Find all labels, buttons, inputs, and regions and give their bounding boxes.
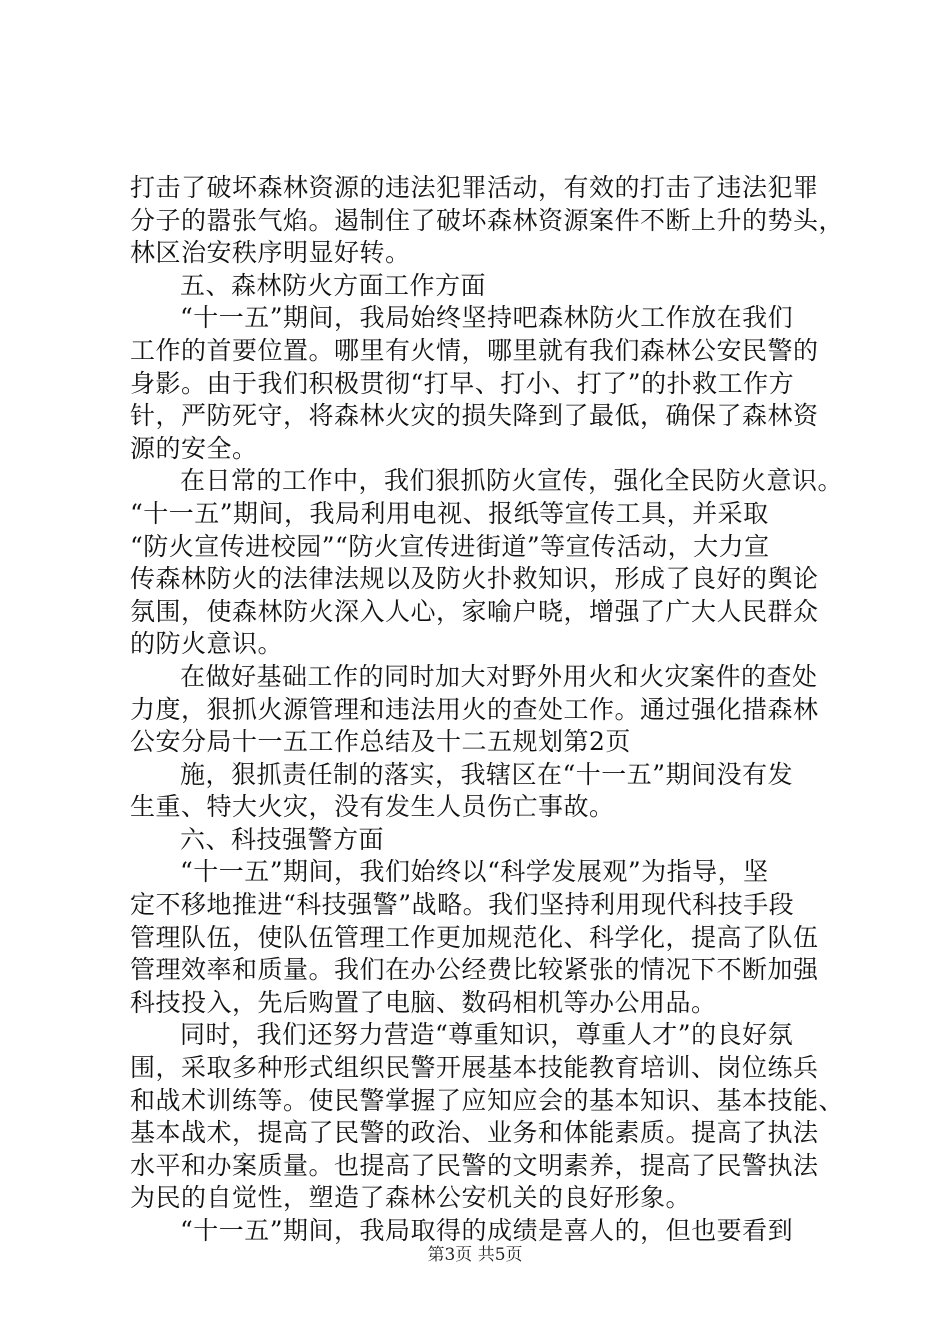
text-line: 基本战术，提高了民警的政治、业务和体能素质。提高了执法 (130, 1118, 819, 1148)
text-line: 在做好基础工作的同时加大对野外用火和火灾案件的查处 (180, 661, 818, 691)
text-line: 的防火意识。 (130, 629, 284, 659)
text-line: “十一五”期间，我局取得的成绩是喜人的，但也要看到 (180, 1216, 794, 1245)
text-line: “十一五”期间，我局始终坚持吧森林防火工作放在我们 (180, 303, 794, 333)
text-line: 传森林防火的法律法规以及防火扑救知识，形成了良好的舆论 (130, 564, 819, 594)
text-line: 氛围，使森林防火深入人心，家喻户晓，增强了广大人民群众 (130, 596, 819, 626)
document-body (130, 172, 845, 1248)
text-line: 针，严防死守，将森林火灾的损失降到了最低，确保了森林资 (130, 401, 819, 431)
text-line: 公安分局十一五工作总结及十二五规划第2页 (130, 727, 631, 757)
text-line: “十一五”期间，我局利用电视、报纸等宣传工具，并采取 (130, 498, 769, 528)
text-line: 管理队伍，使队伍管理工作更加规范化、科学化，提高了队伍 (130, 922, 819, 952)
text-line: 五、森林防火方面工作方面 (180, 270, 487, 300)
text-line: 和战术训练等。使民警掌握了应知应会的基本知识、基本技能、 (130, 1085, 845, 1115)
text-line: 围，采取多种形式组织民警开展基本技能教育培训、岗位练兵 (130, 1053, 819, 1083)
text-line: “十一五”期间，我们始终以“科学发展观”为指导，坚 (180, 857, 769, 887)
text-line: 为民的自觉性，塑造了森林公安机关的良好形象。 (130, 1183, 692, 1213)
text-line: 水平和办案质量。也提高了民警的文明素养，提高了民警执法 (130, 1150, 819, 1180)
text-line: 工作的首要位置。哪里有火情，哪里就有我们森林公安民警的 (130, 335, 819, 365)
text-line: 生重、特大火灾，没有发生人员伤亡事故。 (130, 792, 615, 822)
text-line: 分子的嚣张气焰。遏制住了破坏森林资源案件不断上升的势头， (130, 205, 845, 235)
text-line: 同时，我们还努力营造“尊重知识，尊重人才”的良好氛 (180, 1020, 794, 1050)
text-line: 施，狠抓责任制的落实，我辖区在“十一五”期间没有发 (180, 759, 794, 789)
text-line: 定不移地推进“科技强警”战略。我们坚持利用现代科技手段 (130, 890, 795, 920)
text-line: 身影。由于我们积极贯彻“打早、打小、打了”的扑救工作方 (130, 368, 795, 398)
text-line: 力度，狠抓火源管理和违法用火的查处工作。通过强化措森林 (130, 694, 819, 724)
text-line: 林区治安秩序明显好转。 (130, 238, 411, 268)
text-line: 科技投入，先后购置了电脑、数码相机等办公用品。 (130, 987, 717, 1017)
text-line: 六、科技强警方面 (180, 824, 385, 854)
page-footer: 第3页 共5页 (427, 1245, 523, 1265)
text-line: 打击了破坏森林资源的违法犯罪活动，有效的打击了违法犯罪 (130, 173, 819, 202)
text-line: 管理效率和质量。我们在办公经费比较紧张的情况下不断加强 (130, 955, 819, 985)
text-line: “防火宣传进校园”“防火宣传进街道”等宣传活动，大力宣 (130, 531, 770, 561)
text-line: 在日常的工作中，我们狠抓防火宣传，强化全民防火意识。 (180, 466, 844, 496)
text-line: 源的安全。 (130, 433, 258, 463)
